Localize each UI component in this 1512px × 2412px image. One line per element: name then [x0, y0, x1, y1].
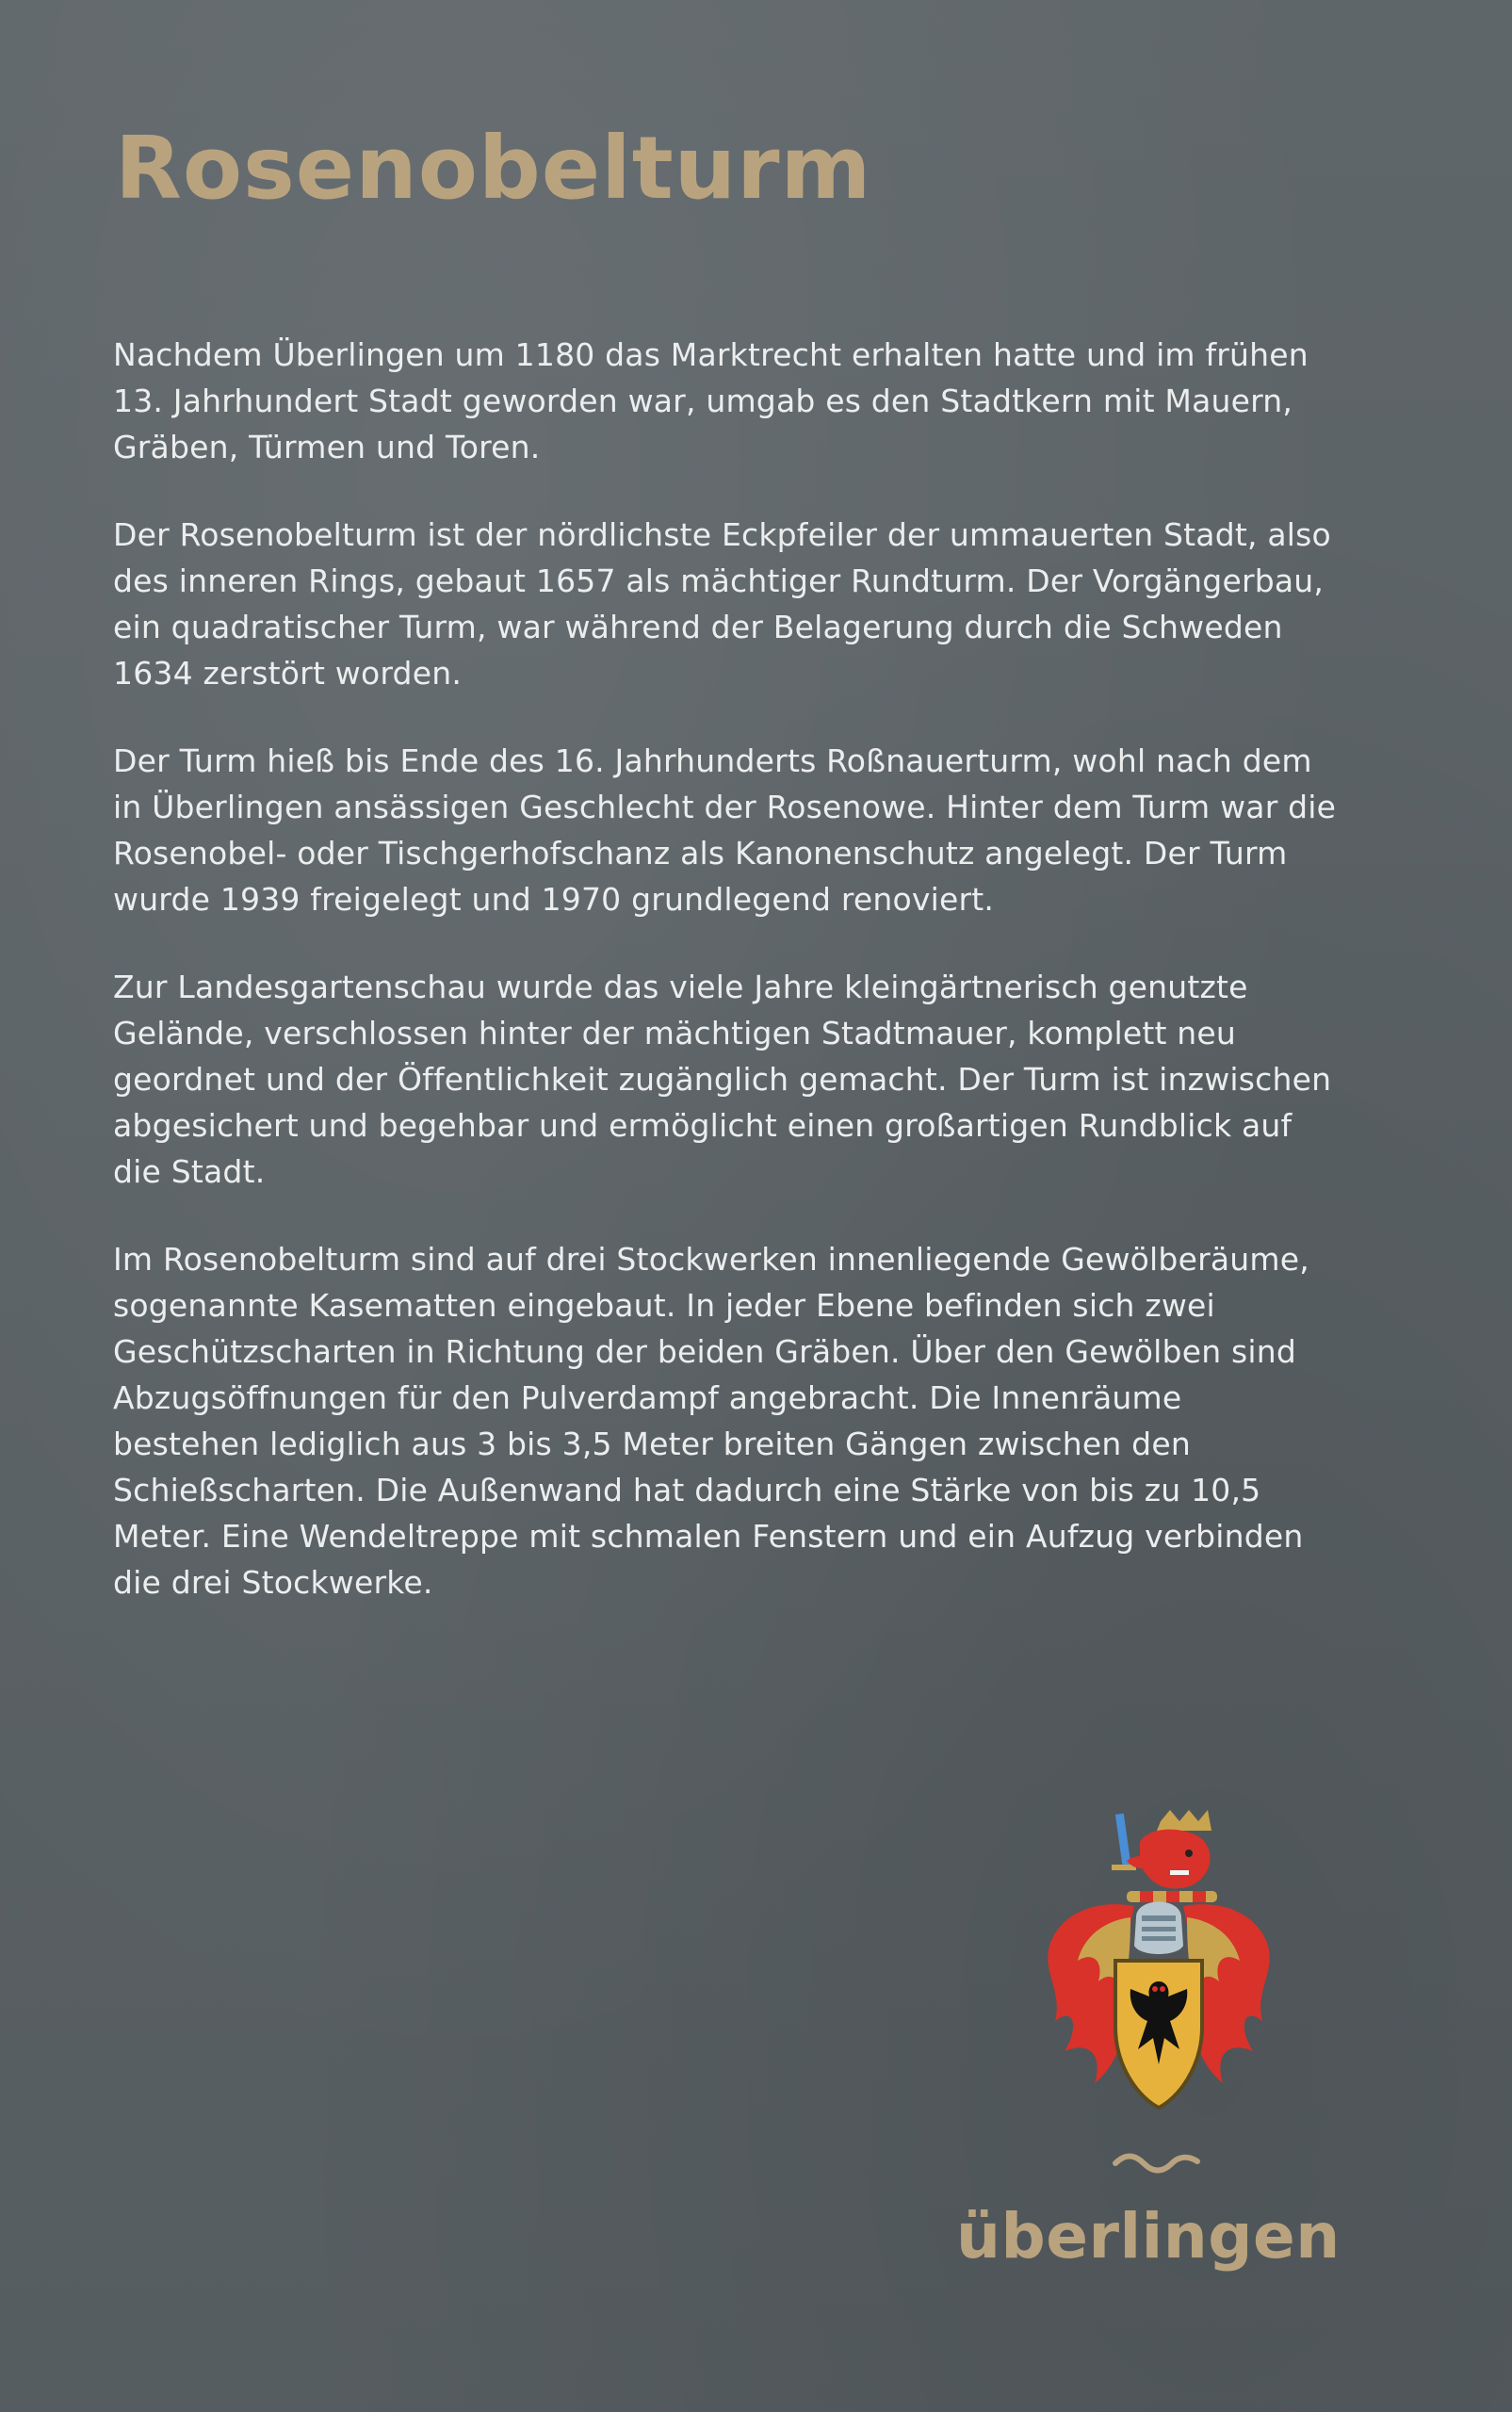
- paragraph: Der Turm hieß bis Ende des 16. Jahrhunderts Roßnauerturm, wohl nach dem in Überlingen ansässigen Geschlecht der Rosenowe. Hinter dem Turm war die Rosenobel- oder Tischgerhofschanz als Kanonenschutz angelegt. Der Turm wurde 1939 freigelegt und 1970 grundlegend renoviert.: [113, 742, 1337, 918]
- paragraph: Der Rosenobelturm ist der nördlichste Eckpfeiler der ummauerten Stadt, also des inneren Rings, gebaut 1657 als mächtiger Rundturm. Der Vorgängerbau, ein quadratischer Turm, war während der Belagerung durch die Schweden 1634 zerstört worden.: [113, 516, 1331, 692]
- body-text: [113, 332, 1338, 1647]
- paragraph: Nachdem Überlingen um 1180 das Marktrecht erhalten hatte und im frühen 13. Jahrhundert Stadt geworden war, umgab es den Stadtkern mit Mauern, Gräben, Türmen und Toren.: [113, 336, 1309, 465]
- paragraph: Zur Landesgartenschau wurde das viele Jahre kleingärtnerisch genutzte Gelände, verschlossen hinter der mächtigen Stadtmauer, komplett neu geordnet und der Öffentlichkeit zugänglich gemacht. Der Turm ist inzwischen abgesichert und begehbar und ermöglicht einen großartigen Rundblick auf die Stadt.: [113, 969, 1332, 1190]
- coat-of-arms-icon: [1036, 1804, 1281, 2115]
- page-title: Rosenobelturm: [115, 118, 872, 219]
- town-logo: überlingen: [956, 2200, 1341, 2273]
- paragraph: Im Rosenobelturm sind auf drei Stockwerken innenliegende Gewölberäume, sogenannte Kasematten eingebaut. In jeder Ebene befinden sich zwei Geschützscharten in Richtung der beiden Gräben. Über den Gewölben sind Abzugsöffnungen für den Pulverdampf angebracht. Die Innenräume bestehen lediglich aus 3 bis 3,5 Meter breiten Gängen zwischen den Schießscharten. Die Außenwand hat dadurch eine Stärke von bis zu 10,5 Meter. Eine Wendeltreppe mit schmalen Fenstern und ein Aufzug verbinden die drei Stockwerke.: [113, 1241, 1309, 1601]
- wave-icon: [1112, 2150, 1201, 2175]
